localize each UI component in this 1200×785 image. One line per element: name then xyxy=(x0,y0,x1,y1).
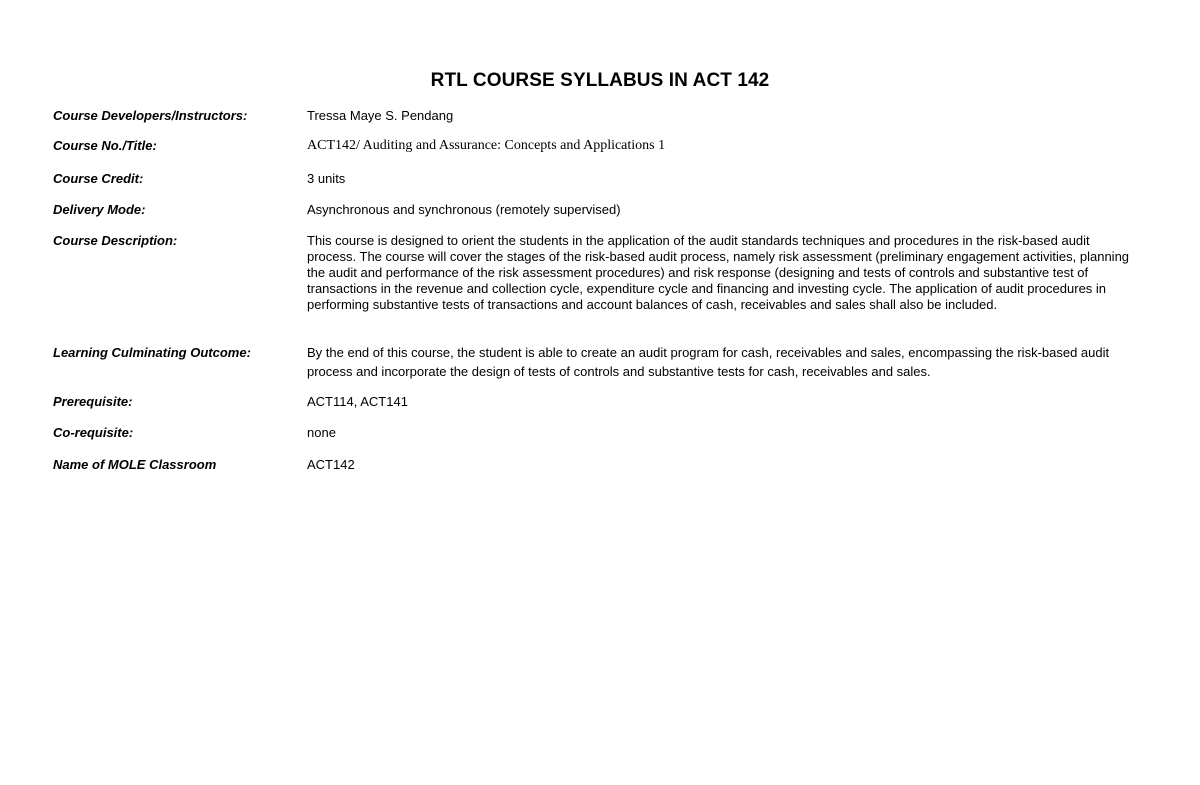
field-row-prerequisite xyxy=(53,394,1143,410)
field-row-delivery-mode xyxy=(53,202,1143,218)
field-row-course-description xyxy=(53,233,1143,313)
field-value: By the end of this course, the student is able to create an audit program for cash, receivables and sales, encompassing the risk-based audit process and incorporate the design of tests of controls and substantive tests for cash, receivables and sales. xyxy=(307,345,1110,379)
field-label: Delivery Mode: xyxy=(53,202,146,217)
field-value: ACT114, ACT141 xyxy=(307,394,408,409)
field-value: Tressa Maye S. Pendang xyxy=(307,108,454,123)
field-row-course-credit xyxy=(53,171,1143,187)
field-value: ACT142 xyxy=(307,457,355,472)
field-value: ACT142/ Auditing and Assurance: Concepts and Applications 1 xyxy=(307,138,666,153)
field-label: Course Credit: xyxy=(53,171,144,186)
field-label: Course Developers/Instructors: xyxy=(53,108,248,123)
field-label: Name of MOLE Classroom xyxy=(53,457,217,472)
field-value: 3 units xyxy=(307,171,346,186)
field-row-mole-classroom xyxy=(53,457,1143,473)
field-row-instructors xyxy=(53,108,1143,124)
field-row-learning-outcome xyxy=(53,343,1143,381)
field-label: Prerequisite: xyxy=(53,394,133,409)
field-value: This course is designed to orient the students in the application of the audit standards techniques and procedures in the risk-based audit process. The course will cover the stages of the risk-based audit process, namely risk assessment (preliminary engagement activities, planning the audit and performance of the risk assessment procedures) and risk response (designing and tests of controls and substantive test of transactions in the revenue and collection cycle, expenditure cycle and financing and investing cycle. The application of audit procedures in performing substantive tests of transactions and account balances of cash, receivables and sales shall also be included. xyxy=(307,233,1130,312)
document-title: RTL COURSE SYLLABUS IN ACT 142 xyxy=(430,70,770,91)
field-value: Asynchronous and synchronous (remotely supervised) xyxy=(307,202,621,217)
field-label: Course Description: xyxy=(53,233,178,248)
field-label: Course No./Title: xyxy=(53,138,157,153)
field-label: Learning Culminating Outcome: xyxy=(53,345,251,360)
field-label: Co-requisite: xyxy=(53,425,134,440)
field-value: none xyxy=(307,425,336,440)
field-row-corequisite xyxy=(53,425,1143,441)
field-row-course-title xyxy=(53,138,1143,154)
